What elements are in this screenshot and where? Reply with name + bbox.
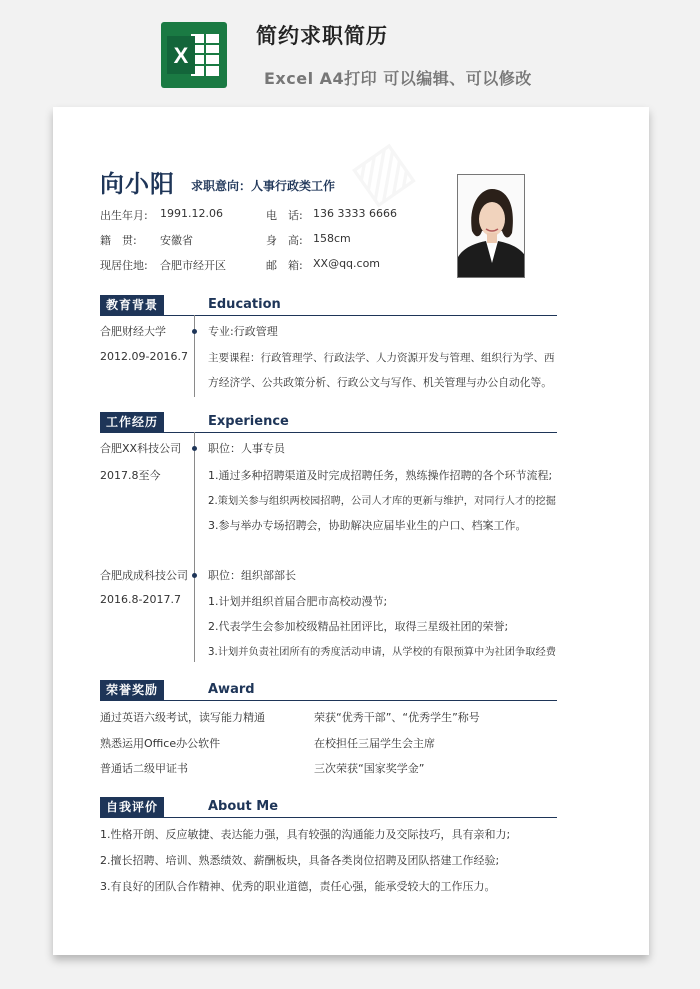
award-right-2: 在校担任三届学生会主席 [314,737,435,750]
info-label-birth: 出生年月: [100,209,148,222]
education-major: 专业:行政管理 [208,325,278,338]
job-1-position: 职位：人事专员 [208,442,285,455]
education-period: 2012.09-2016.7 [100,350,188,363]
job-1-period: 2017.8至今 [100,469,161,482]
info-value-email: XX@qq.com [313,257,381,270]
info-value-origin: 安徽省 [160,234,193,247]
award-left-2: 熟悉运用Office办公软件 [100,737,221,750]
info-label-address: 现居住地: [100,259,148,272]
experience-timeline-dot-2 [192,573,197,578]
job-2-period: 2016.8-2017.7 [100,593,181,606]
education-timeline [194,315,195,397]
job-2-duty-2: 2.代表学生会参加校级精品社团评比，取得三星级社团的荣誉; [208,620,509,633]
experience-timeline-dot-1 [192,446,197,451]
excel-icon [161,22,227,88]
watermark [338,127,425,217]
award-right-1: 荣获“优秀干部”、“优秀学生”称号 [314,711,480,724]
candidate-name: 向小阳 [100,170,175,198]
award-left-3: 普通话二级甲证书 [100,762,188,775]
avatar-icon [458,175,525,278]
section-award-title: 荣誉奖励 [100,680,164,700]
info-label-origin: 籍 贯: [100,234,137,247]
header-subtitle: Excel A4打印 可以编辑、可以修改 [264,69,532,88]
job-1-duty-3: 3.参与举办专场招聘会，协助解决应届毕业生的户口、档案工作。 [208,519,527,532]
info-value-address: 合肥市经开区 [160,259,226,272]
education-courses-line2: 方经济学、公共政策分析、行政公文与写作、机关管理与办公自动化等。 [208,376,553,389]
resume-page [53,107,649,955]
section-about-divider [100,817,557,818]
info-value-phone: 136 3333 6666 [313,207,397,220]
about-item-1: 1.性格开朗、反应敏捷、表达能力强，具有较强的沟通能力及交际技巧，具有亲和力; [100,828,511,841]
section-award-title-en: Award [208,682,255,697]
job-2-duty-3: 3.计划并负责社团所有的秀度活动申请，从学校的有限预算中为社团争取经费 [208,646,557,658]
experience-timeline [194,432,195,662]
job-2-position: 职位：组织部部长 [208,569,296,582]
education-courses-line1: 主要课程：行政管理学、行政法学、人力资源开发与管理、组织行为学、西 [208,352,555,364]
section-experience-title: 工作经历 [100,412,164,432]
info-label-height: 身 高: [266,234,303,247]
education-timeline-dot [192,329,197,334]
award-left-1: 通过英语六级考试，读写能力精通 [100,711,265,724]
education-school: 合肥财经大学 [100,325,166,338]
job-intent: 求职意向：人事行政类工作 [191,179,336,193]
section-about-title-en: About Me [208,799,279,814]
info-label-phone: 电 话: [266,209,303,222]
job-2-company: 合肥成成科技公司 [100,569,188,582]
info-label-email: 邮 箱: [266,259,303,272]
job-1-duty-2: 2.策划关参与组织两校园招聘，公司人才库的更新与维护，对同行人才的挖掘 [208,495,557,507]
job-2-duty-1: 1.计划并组织首届合肥市高校动漫节; [208,595,388,608]
info-value-height: 158cm [313,232,351,245]
info-value-birth: 1991.12.06 [160,207,223,220]
section-about-title: 自我评价 [100,797,164,817]
about-item-2: 2.擅长招聘、培训、熟悉绩效、薪酬板块，具备各类岗位招聘及团队搭建工作经验; [100,854,500,867]
section-education-title-en: Education [208,297,281,312]
award-right-3: 三次荣获“国家奖学金” [314,762,425,775]
profile-photo [457,174,525,278]
section-award-divider [100,700,557,701]
section-experience-divider [100,432,557,433]
about-item-3: 3.有良好的团队合作精神、优秀的职业道德，责任心强，能承受较大的工作压力。 [100,880,496,893]
section-experience-title-en: Experience [208,414,289,429]
job-1-duty-1: 1.通过多种招聘渠道及时完成招聘任务，熟练操作招聘的各个环节流程; [208,469,553,482]
excel-icon-letter: X [173,43,189,68]
header-title: 简约求职简历 [256,24,388,48]
section-education-divider [100,315,557,316]
section-education-title: 教育背景 [100,295,164,315]
job-1-company: 合肥XX科技公司 [100,442,182,455]
